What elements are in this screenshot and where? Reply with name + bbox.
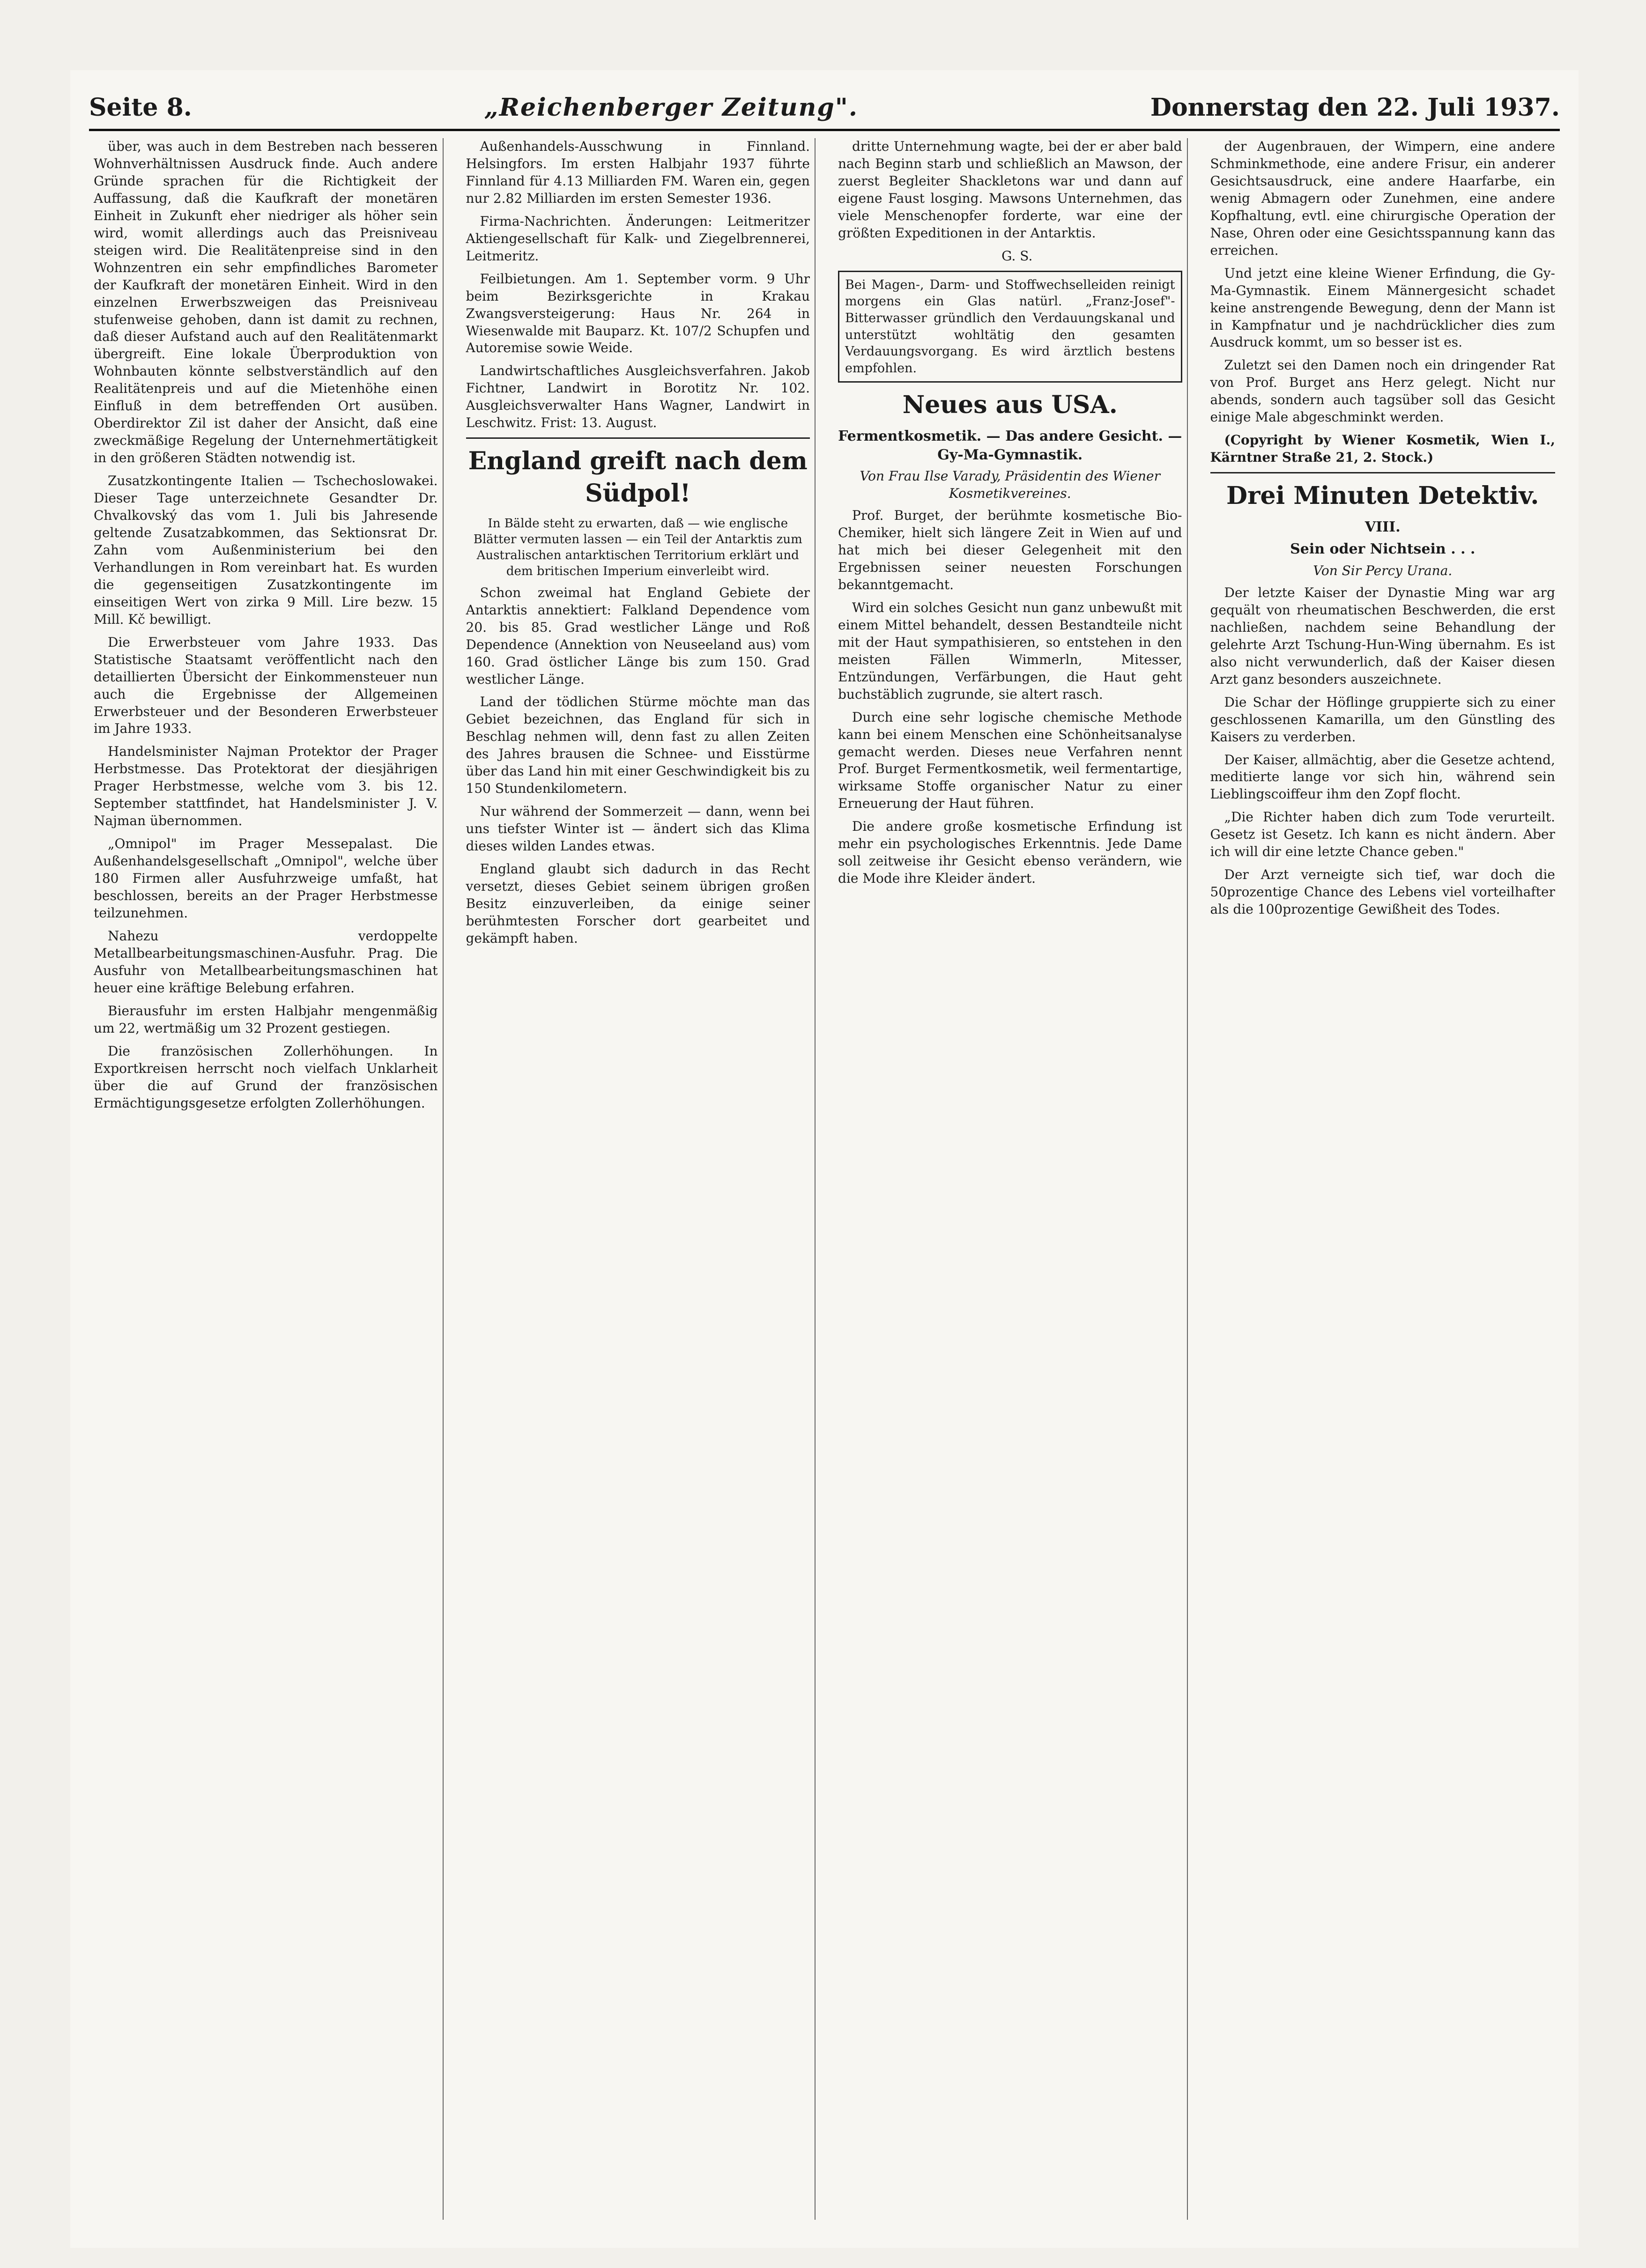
article-lead: In Bälde steht zu erwarten, daß — wie englische Blätter vermuten lassen — ein Teil der Antarktis zum Australischen antarktischen Territorium erklärt und dem britischen Imperium einverleibt wird. — [473, 516, 802, 579]
article-paragraph: Die Schar der Höflinge gruppierte sich zu einer geschlossenen Kamarilla, um den Günstling des Kaisers zu verderben. — [1210, 694, 1555, 745]
article-paragraph: dritte Unternehmung wagte, bei der er aber bald nach Beginn starb und schließlich an Mawson, der zuerst Begleiter Shackletons war und dann auf eigene Faust losging. Mawsons Unternehmen, das viele Menschenopfer forderte, war eine der größten Expeditionen in der Antarktis. — [838, 139, 1182, 241]
issue-date: Donnerstag den 22. Juli 1937. — [1150, 93, 1560, 122]
article-byline: Von Frau Ilse Varady, Präsidentin des Wiener Kosmetikvereines. — [860, 468, 1160, 502]
article-paragraph: über, was auch in dem Bestreben nach besseren Wohnverhältnissen Ausdruck finde. Auch andere Gründe sprachen für die Richtigkeit der Auffassung, daß die Kaufkraft der monetären Einheit in Zukunft eher niedriger als höher sein wird, womit allerdings auch das Preisniveau steigen wird. Die Realitätenpreise sind in den Wohnzentren ein sehr empfindliches Barometer der Kaufkraft der monetären Einheit. Wird in den einzelnen Erwerbszweigen das Preisniveau stufenweise gehoben, dann ist damit zu rechnen, daß dieser Aufstand auch auf den Realitätenmarkt übergreift. Eine lokale Überproduktion von Wohnbauten könnte selbstverständlich auf den Realitätenpreis und auf die Mietenhöhe einen Einfluß in dem betreffenden Ort ausüben. Oberdirektor Zil ist daher der Ansicht, daß eine zweckmäßige Regelung der Unternehmertätigkeit in den größeren Städten notwendig ist. — [94, 139, 438, 466]
article-paragraph: Der Arzt verneigte sich tief, war doch die 50prozentige Chance des Lebens viel vorteilhafter als die 100prozentige Gewißheit des Todes. — [1210, 867, 1555, 917]
article-paragraph: Zusatzkontingente Italien — Tschechoslowakei. Dieser Tage unterzeichnete Gesandter Dr. Chvalkovský das vom 1. Juli bis Jahresende geltende Zusatzabkommen, das Sektionsrat Dr. Zahn vom Außenministerium bei den Verhandlungen in Rom vereinbart hat. Es wurden die gegenseitigen Zusatzkontingente im einseitigen Wert von zirka 9 Mill. Lire bezw. 15 Mill. Kč bewilligt. — [94, 473, 438, 627]
article-paragraph: Der Kaiser, allmächtig, aber die Gesetze achtend, meditierte lange vor sich hin, während sein Lieblingscoiffeur ihm den Zopf flocht. — [1210, 752, 1555, 802]
column-3 — [833, 138, 1188, 2220]
article-paragraph: Firma-Nachrichten. Änderungen: Leitmeritzer Aktiengesellschaft für Kalk- und Ziegelbrennerei, Leitmeritz. — [466, 213, 810, 264]
article-byline: Von Sir Percy Urana. — [1313, 562, 1453, 578]
masthead-rule — [89, 129, 1560, 131]
article-headline: England greift nach dem Südpol! — [468, 447, 808, 508]
column-2 — [461, 138, 816, 2220]
article-paragraph: Außenhandels-Ausschwung in Finnland. Helsingfors. Im ersten Halbjahr 1937 führte Finnland für 4.13 Milliarden FM. Waren ein, gegen nur 2.82 Milliarden im ersten Semester 1936. — [466, 139, 810, 206]
copyright-note: (Copyright by Wiener Kosmetik, Wien I., Kärntner Straße 21, 2. Stock.) — [1210, 432, 1555, 465]
article-subhead: Sein oder Nichtsein . . . — [1290, 541, 1475, 558]
article-paragraph: England glaubt sich dadurch in das Recht versetzt, dieses Gebiet seinem übrigen großen Besitz einzuverleiben, da einige seiner berühmtesten Forscher dort gearbeitet und gekämpft haben. — [466, 861, 810, 946]
article-paragraph: Feilbietungen. Am 1. September vorm. 9 Uhr beim Bezirksgerichte in Krakau Zwangsversteigerung: Haus Nr. 264 in Wiesenwalde mit Bauparz. Kt. 107/2 Schupfen und Autoremise sowie Weide. — [466, 271, 810, 356]
article-subhead: Fermentkosmetik. — Das andere Gesicht. — Gy-Ma-Gymnastik. — [838, 428, 1182, 463]
article-paragraph: „Omnipol" im Prager Messepalast. Die Außenhandelsgesellschaft „Omnipol", welche über 180 Firmen aller Ausfuhrzweige umfaßt, hat beschlossen, bereits an der Prager Herbstmesse teilzunehmen. — [94, 836, 438, 921]
article-paragraph: Prof. Burget, der berühmte kosmetische Bio-Chemiker, hielt sich längere Zeit in Wien auf und hat mich bei dieser Gelegenheit mit den Ergebnissen seiner neuesten Forschungen bekanntgemacht. — [838, 508, 1182, 592]
article-headline: Neues aus USA. — [902, 391, 1118, 420]
article-paragraph: Der letzte Kaiser der Dynastie Ming war arg gequält von rheumatischen Beschwerden, die erst nachließen, nachdem seine Behandlung der gelehrte Arzt Tschung-Hun-Wing übernahm. Es ist also nicht verwunderlich, daß der Kaiser diesen Arzt ganz besonders auszeichnete. — [1210, 584, 1555, 687]
article-headline: Drei Minuten Detektiv. — [1226, 481, 1539, 510]
article-paragraph: Landwirtschaftliches Ausgleichsverfahren. Jakob Fichtner, Landwirt in Borotitz Nr. 102. Ausgleichsverwalter Hans Wagner, Landwirt in Leschwitz. Frist: 13. August. — [466, 363, 810, 431]
article-paragraph: Bierausfuhr im ersten Halbjahr mengenmäßig um 22, wertmäßig um 32 Prozent gestiegen. — [94, 1003, 438, 1036]
article-paragraph: Nahezu verdoppelte Metallbearbeitungsmaschinen-Ausfuhr. Prag. Die Ausfuhr von Metallbearbeitungsmaschinen hat heuer eine kräftige Belebung erfahren. — [94, 928, 438, 996]
article-paragraph: Die Erwerbsteuer vom Jahre 1933. Das Statistische Staatsamt veröffentlicht nach den detaillierten Übersicht der Einkommensteuer nun auch die Ergebnisse der Allgemeinen Erwerbsteuer und der Besonderen Erwerbsteuer im Jahre 1933. — [94, 634, 438, 737]
article-paragraph: Die andere große kosmetische Erfindung ist mehr ein psychologisches Erkenntnis. Jede Dame soll zeitweise ihr Gesicht ebenso verändern, wie die Mode ihre Kleider ändert. — [838, 819, 1182, 887]
masthead — [89, 89, 1560, 122]
column-4 — [1206, 138, 1560, 2220]
article-paragraph: Durch eine sehr logische chemische Methode kann bei einem Menschen eine Schönheitsanalyse gemacht werden. Dieses neue Verfahren nennt Prof. Burget Fermentkosmetik, weil fermentartige, wirksame Stoffe organischer Natur zu einer Erneuerung der Haut führen. — [838, 709, 1182, 812]
article-paragraph: Handelsminister Najman Protektor der Prager Herbstmesse. Das Protektorat der diesjährigen Prager Herbstmesse, welche vom 3. bis 12. September stattfindet, hat Handelsminister J. V. Najman übernommen. — [94, 744, 438, 829]
article-paragraph: Wird ein solches Gesicht nun ganz unbewußt mit einem Mittel behandelt, dessen Bestandteile nicht mit der Haut sympathisieren, so entstehen in den meisten Fällen Wimmerln, Mitesser, Entzündungen, Verfärbungen, die Haut geht buchstäblich zugrunde, sie altert rasch. — [838, 599, 1182, 702]
column-1 — [89, 138, 444, 2220]
article-paragraph: Zuletzt sei den Damen noch ein dringender Rat von Prof. Burget ans Herz gelegt. Nicht nur abends, sondern auch tagsüber soll das Gesicht einige Male abgeschminkt werden. — [1210, 357, 1555, 425]
article-paragraph: Und jetzt eine kleine Wiener Erfindung, die Gy-Ma-Gymnastik. Einem Männergesicht schadet keine anstrengende Bewegung, denn der Mann ist in Kampfnatur und je nachdrücklicher dies zum Ausdruck kommt, um so besser ist es. — [1210, 265, 1555, 350]
article-paragraph: „Die Richter haben dich zum Tode verurteilt. Gesetz ist Gesetz. Ich kann es nicht ändern. Aber ich will dir eine letzte Chance geben." — [1210, 809, 1555, 860]
advertisement-box: Bei Magen-, Darm- und Stoffwechselleiden reinigt morgens ein Glas natürl. „Franz-Josef"-Bitterwasser gründlich den Verdauungskanal und unterstützt wohltätig den gesamten Verdauungsvorgang. Es wird ärztlich bestens empfohlen. — [838, 271, 1182, 383]
series-number: VIII. — [1364, 518, 1401, 535]
page-number: Seite 8. — [89, 93, 192, 122]
article-paragraph: der Augenbrauen, der Wimpern, eine andere Schminkmethode, eine andere Frisur, ein anderer Gesichtsausdruck, eine andere Haarfarbe, ein wenig Abmagern oder Zunehmen, eine andere Kopfhaltung, evtl. eine chirurgische Operation der Nase, Ohren oder eine Gesichtsspannung kann das erreichen. — [1210, 139, 1555, 258]
section-divider — [466, 437, 810, 439]
newspaper-page — [70, 70, 1579, 2248]
article-paragraph: Land der tödlichen Stürme möchte man das Gebiet bezeichnen, das England für sich in Beschlag nehmen will, denn fast zu allen Zeiten des Jahres brausen die Schnee- und Eisstürme über das Land hin mit einer Geschwindigkeit bis zu 150 Stundenkilometern. — [466, 694, 810, 797]
section-divider — [1210, 472, 1556, 473]
article-paragraph: Schon zweimal hat England Gebiete der Antarktis annektiert: Falkland Dependence vom 20. bis 85. Grad westlicher Länge und Roß Dependence (Annektion von Neuseeland aus) vom 160. Grad östlicher Länge bis zum 150. Grad westlicher Länge. — [466, 584, 810, 687]
newspaper-title: „Reichenberger Zeitung". — [484, 93, 858, 122]
article-paragraph: Die französischen Zollerhöhungen. In Exportkreisen herrscht noch vielfach Unklarheit über die auf Grund der französischen Ermächtigungsgesetze erfolgten Zollerhöhungen. — [94, 1043, 438, 1111]
columns — [89, 138, 1560, 2220]
article-paragraph: Nur während der Sommerzeit — dann, wenn bei uns tiefster Winter ist — ändert sich das Klima dieses wilden Landes etwas. — [466, 804, 810, 854]
author-initials: G. S. — [1001, 248, 1033, 264]
